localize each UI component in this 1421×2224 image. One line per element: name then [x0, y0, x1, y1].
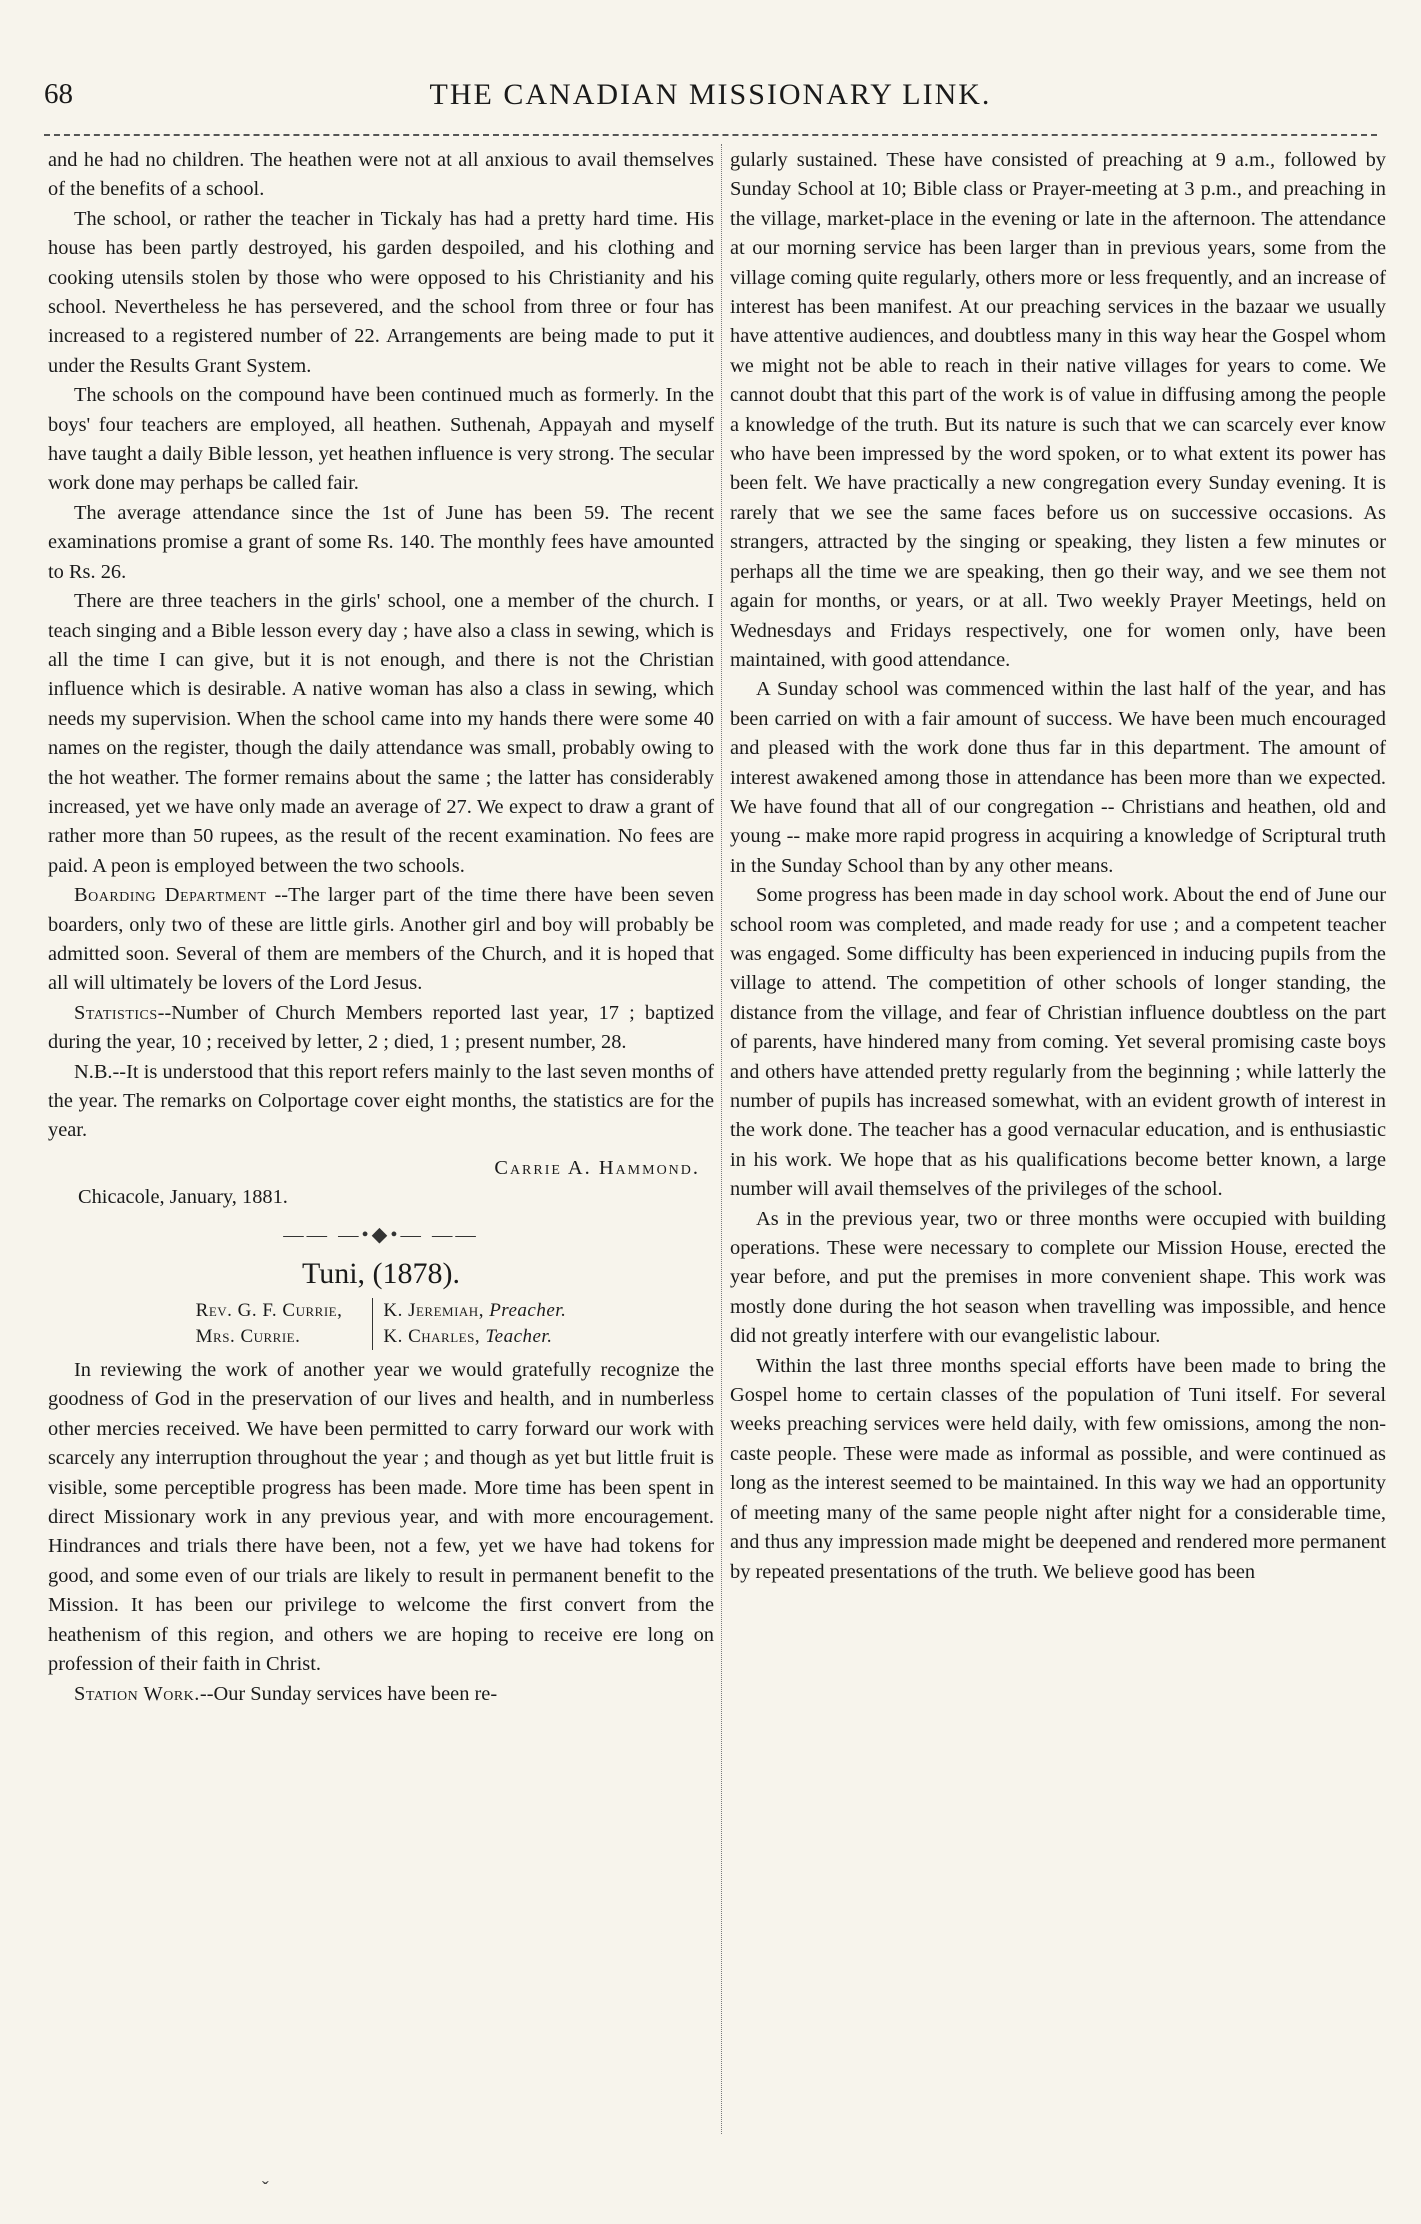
staff-title: Teacher.: [485, 1326, 553, 1348]
section-title: Tuni, (1878).: [301, 1257, 461, 1291]
paragraph-boarding: [48, 881, 714, 999]
footer-mark: ˇ: [262, 2178, 269, 2200]
missionaries: [196, 1298, 343, 1350]
staff-list: [48, 1298, 714, 1350]
staff-name: Rev. G. F. Currie,: [195, 1300, 343, 1322]
paragraph: gularly sustained. These have consisted of preaching at 9 a.m., followed by Sunday School at 10; Bible class or Prayer-meeting at 3 p.m., and preaching in the village, market-place in the evening or late in the afternoon. The attendance at our morning service has been larger than in previous years, some from the village coming quite regularly, others more or less frequently, and an increase of interest has been manifest. At our preaching services in the bazaar we usually have attentive audiences, and doubtless many in this way hear the Gospel whom we might not be able to reach in their native villages for years to come. We cannot doubt that this part of the work is of value in diffusing among the people a knowledge of the truth. But its nature is such that we can scarcely ever know who have been impressed by the word spoken, or to what extent its power has been felt. We have practically a new congregation every Sunday evening. It is rarely that we see the same faces before us on successive occasions. As strangers, attracted by the singing or speaking, they listen a few minutes or perhaps all the time we are speaking, then go their way, and we see them not again for months, or years, or at all. Two weekly Prayer Meetings, held on Wednesdays and Fridays respectively, one for women only, have been maintained, with good attendance.: [730, 149, 1386, 671]
paragraph: The average attendance since the 1st of June has been 59. The recent examinations promise a grant of some Rs. 140. The monthly fees have amounted to Rs. 26.: [48, 501, 714, 583]
page-number: 68: [44, 78, 73, 110]
paragraph: The schools on the compound have been continued much as formerly. In the boys' four teachers are employed, all heathen. Suthenah, Appayah and myself have taught a daily Bible lesson, yet heathen influence is very strong. The secular work done may perhaps be called fair.: [48, 384, 714, 495]
staff-title: Preacher.: [489, 1300, 567, 1322]
paragraph-text: --Number of Church Members reported last year, 17 ; baptized during the year, 10 ; received by letter, 2 ; died, 1 ; present number, 28.: [48, 1001, 714, 1054]
page-header: [44, 78, 1377, 122]
paragraph: As in the previous year, two or three months were occupied with building operations. These were necessary to complete our Mission House, erected the year before, and put the premises in more convenient shape. This work was mostly done during the hot season when travelling was impossible, and hence did not greatly interfere with our evangelistic labour.: [730, 1207, 1386, 1348]
paragraph: Within the last three months special efforts have been made to bring the Gospel home to certain classes of the population of Tuni itself. For several weeks preaching services were held daily, with few omissions, among the non-caste people. These were made as informal as possible, and were continued as long as the interest seemed to be maintained. In this way we had an opportunity of meeting many of the same people night after night for a considerable time, and thus any impression made might be deepened and rendered more permanent by repeated presentations of the truth. We believe good has been: [730, 1354, 1386, 1583]
native-helpers: [372, 1298, 566, 1350]
paragraph: A Sunday school was commenced within the last half of the year, and has been carried on with a fair amount of success. We have been much encouraged and pleased with the work done thus far in this department. The amount of interest awakened among those in attendance has been more than we expected. We have found that all of our congregation -- Christians and heathen, old and young -- make more rapid progress in acquiring a knowledge of Scriptural truth in the Sunday School than by any other means.: [730, 678, 1386, 877]
paragraph: There are three teachers in the girls' school, one a member of the church. I teach singing and a Bible lesson every day ; have also a class in sewing, which is all the time I can give, but it is not enough, and there is not the Christian influence which is desirable. A native woman has also a class in sewing, which needs my supervision. When the school came into my hands there were some 40 names on the register, though the daily attendance was small, probably owing to the hot weather. The former remains about the same ; the latter has considerably increased, yet we have only made an average of 27. We expect to draw a grant of rather more than 50 rupees, as the result of the recent examination. No fees are paid. A peon is employed between the two schools.: [48, 590, 714, 877]
ornament-divider: —— —•◆•— ——: [283, 1223, 479, 1246]
staff-name: K. Charles,: [383, 1326, 481, 1348]
header-rule: [44, 134, 1377, 136]
paragraph: Some progress has been made in day school work. About the end of June our school room was completed, and made ready for use ; and a competent teacher was engaged. Some difficulty has been experienced in inducing pupils from the village to attend. The competition of other schools of longer standing, the distance from the village, and fear of Christian influence doubtless on the part of parents, have hindered many from coming. Yet several promising caste boys and others have attended pretty regularly from the beginning ; while latterly the number of pupils has increased somewhat, with an evident growth of interest in the work done. The teacher has a good vernacular education, and is enthusiastic in his work. We hope that as his qualifications become better known, a large number will avail themselves of the privileges of the school.: [730, 884, 1386, 1201]
column-divider: [721, 144, 722, 2134]
paragraph: N.B.--It is understood that this report refers mainly to the last seven months of the year. The remarks on Colportage cover eight months, the statistics are for the year.: [48, 1060, 714, 1142]
paragraph: In reviewing the work of another year we would gratefully recognize the goodness of God in the preservation of our lives and health, and in numberless other mercies received. We have been permitted to carry forward our work with scarcely any interruption throughout the year ; and though as yet but little fruit is visible, some perceptible progress has been made. More time has been spent in direct Missionary work in any previous year, and with more encouragement. Hindrances and trials there have been, not a few, yet we have had tokens for good, and some even of our trials are likely to result in permanent benefit to the Mission. It has been our privilege to welcome the first convert from the heathenism of this region, and others we are hoping to receive ere long on profession of their faith in Christ.: [48, 1359, 714, 1676]
journal-title: THE CANADIAN MISSIONARY LINK.: [429, 78, 992, 111]
paragraph-text: --The larger part of the time there have been seven boarders, only two of these are little girls. Another girl and boy will probably be admitted soon. Several of them are members of the Church, and it is hoped that all will ultimately be lovers of the Lord Jesus.: [48, 884, 714, 995]
right-column: [730, 146, 1386, 1587]
paragraph: and he had no children. The heathen were not at all anxious to avail themselves of the benefits of a school.: [48, 149, 714, 201]
staff-name: K. Jeremiah,: [383, 1300, 484, 1322]
paragraph-statistics: [48, 999, 714, 1058]
paragraph-station-work: [48, 1680, 714, 1709]
run-in-heading: Boarding Department: [74, 884, 267, 907]
paragraph-text: --Our Sunday services have been re-: [199, 1682, 498, 1705]
staff-entry: [383, 1324, 566, 1350]
run-in-heading: Statistics: [74, 1001, 158, 1024]
staff-entry: [383, 1298, 566, 1324]
signature: Carrie A. Hammond.: [494, 1156, 700, 1179]
staff-name: Mrs. Currie.: [195, 1326, 301, 1348]
left-column: [48, 146, 714, 1709]
dateline: Chicacole, January, 1881.: [78, 1186, 288, 1209]
run-in-heading: Station Work.: [74, 1682, 200, 1705]
paragraph: The school, or rather the teacher in Tickaly has had a pretty hard time. His house has been partly destroyed, his garden despoiled, and his clothing and cooking utensils stolen by those who were opposed to his Christianity and his school. Nevertheless he has persevered, and the school from three or four has increased to a registered number of 22. Arrangements are being made to put it under the Results Grant System.: [48, 207, 714, 377]
